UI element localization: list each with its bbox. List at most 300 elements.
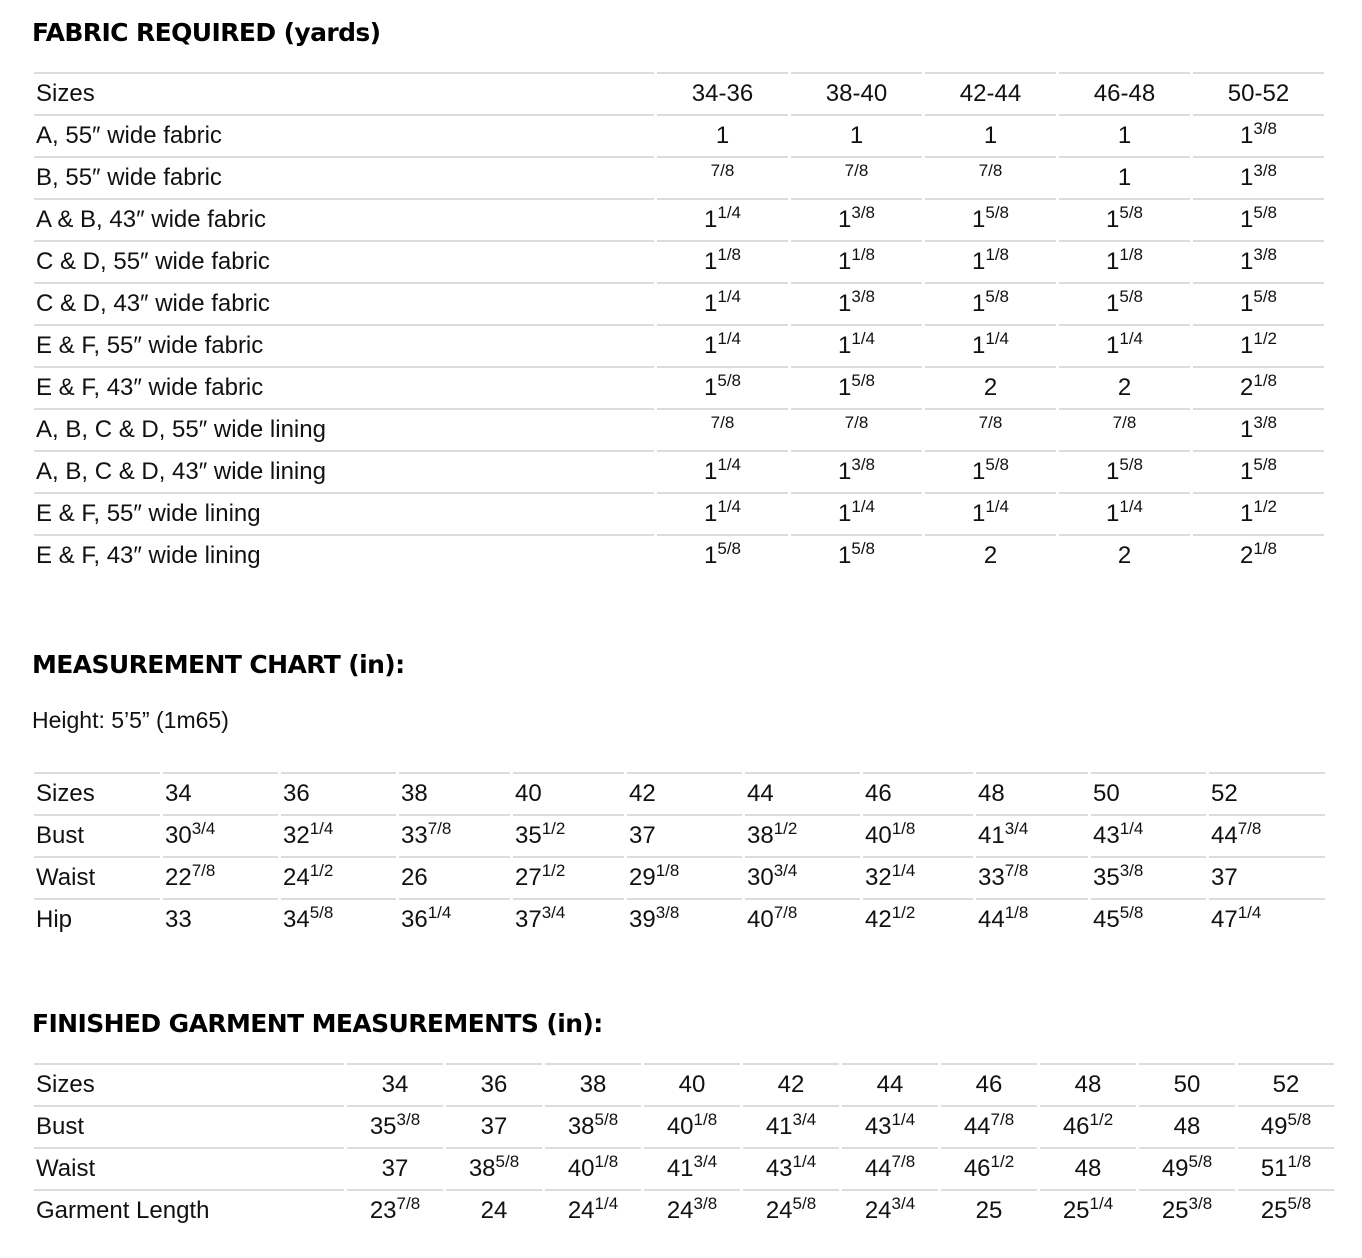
measurement-value	[1059, 492, 1190, 534]
measurement-value	[446, 1147, 542, 1189]
measurement-value	[791, 408, 922, 450]
fraction: 1/4	[1119, 497, 1143, 516]
whole-number: 36	[401, 906, 428, 933]
row-label: A & B, 43″ wide fabric	[34, 198, 654, 240]
whole-number: 25	[1062, 1197, 1090, 1224]
fraction: 7/8	[427, 819, 452, 838]
fraction: 1/2	[309, 861, 334, 880]
measurement-value	[925, 324, 1056, 366]
fraction: 1/4	[717, 455, 741, 474]
whole-number: 1	[838, 248, 852, 275]
whole-number: 2	[1240, 542, 1254, 569]
fraction: 7/8	[396, 1194, 421, 1213]
finished-garment-section	[32, 1009, 1322, 1231]
fraction: 5/8	[717, 371, 741, 390]
whole-number: 35	[1093, 864, 1120, 891]
size-column-header: 46	[941, 1063, 1037, 1105]
whole-number: 2	[1240, 374, 1254, 401]
fraction: 3/8	[851, 287, 875, 306]
measurement-value	[644, 1189, 740, 1231]
measurement-value	[627, 898, 742, 940]
measurement-value	[163, 814, 278, 856]
whole-number: 33	[978, 864, 1005, 891]
whole-number: 46	[1062, 1113, 1090, 1140]
whole-number: 22	[165, 864, 192, 891]
measurement-value	[399, 856, 510, 898]
fraction: 7/8	[844, 413, 869, 432]
measurement-value	[281, 898, 396, 940]
fraction: 5/8	[985, 203, 1009, 222]
whole-number: 42	[865, 906, 892, 933]
fraction: 1/4	[1089, 1194, 1114, 1213]
size-column-header: 52	[1238, 1063, 1334, 1105]
measurement-value	[1193, 408, 1324, 450]
measurement-value	[976, 898, 1088, 940]
measurement-value	[925, 114, 1056, 156]
measurement-value	[1139, 1189, 1235, 1231]
measurement-value	[513, 814, 624, 856]
measurement-value	[1193, 198, 1324, 240]
measurement-value	[1238, 1189, 1334, 1231]
whole-number: 24	[567, 1197, 595, 1224]
measurement-value	[657, 156, 788, 198]
fraction: 3/8	[1119, 861, 1144, 880]
fraction: 1/8	[1287, 1152, 1312, 1171]
measurement-value	[791, 534, 922, 576]
whole-number: 1	[1240, 122, 1254, 149]
fraction: 5/8	[792, 1194, 817, 1213]
measurement-value	[1091, 898, 1206, 940]
measurement-value	[627, 814, 742, 856]
measurement-value	[745, 814, 860, 856]
whole-number: 25	[975, 1197, 1003, 1224]
whole-number: 2	[1117, 542, 1132, 569]
whole-number: 41	[765, 1113, 793, 1140]
whole-number: 26	[401, 864, 428, 891]
table-row	[34, 814, 1325, 856]
measurement-value	[657, 408, 788, 450]
size-column-header: 48	[976, 772, 1088, 814]
whole-number: 24	[666, 1197, 694, 1224]
fraction: 7/8	[1237, 819, 1262, 838]
fabric-required-section	[32, 18, 1322, 576]
measurement-value	[347, 1105, 443, 1147]
whole-number: 1	[972, 332, 986, 359]
whole-number: 1	[704, 206, 718, 233]
size-column-header: 46	[863, 772, 973, 814]
fraction: 7/8	[710, 161, 735, 180]
fraction: 1/8	[851, 245, 875, 264]
whole-number: 32	[283, 822, 310, 849]
fraction: 1/8	[693, 1110, 718, 1129]
measurement-value	[976, 814, 1088, 856]
measurement-chart-table	[31, 772, 1328, 940]
row-label: C & D, 43″ wide fabric	[34, 282, 654, 324]
size-column-header: 44	[842, 1063, 938, 1105]
size-column-header: 42	[627, 772, 742, 814]
table-row	[34, 450, 1324, 492]
whole-number: 44	[978, 906, 1005, 933]
measurement-value	[657, 240, 788, 282]
fraction: 5/8	[717, 539, 741, 558]
whole-number: 49	[1161, 1155, 1189, 1182]
fraction: 3/4	[1004, 819, 1029, 838]
fraction: 7/8	[978, 161, 1003, 180]
fraction: 5/8	[1253, 287, 1277, 306]
whole-number: 1	[838, 542, 852, 569]
measurement-value	[925, 492, 1056, 534]
whole-number: 27	[515, 864, 542, 891]
measurement-value	[513, 856, 624, 898]
fabric-required-table	[31, 72, 1327, 576]
whole-number: 41	[666, 1155, 694, 1182]
measurement-value	[1059, 324, 1190, 366]
table-row	[34, 114, 1324, 156]
measurement-value	[842, 1105, 938, 1147]
whole-number: 1	[972, 458, 986, 485]
measurement-value	[513, 898, 624, 940]
whole-number: 1	[1106, 332, 1120, 359]
measurement-value	[1059, 366, 1190, 408]
measurement-value	[743, 1189, 839, 1231]
fraction: 7/8	[978, 413, 1003, 432]
measurement-value	[657, 366, 788, 408]
whole-number: 1	[704, 542, 718, 569]
whole-number: 2	[1117, 374, 1132, 401]
fraction: 5/8	[1119, 455, 1143, 474]
measurement-value	[1193, 114, 1324, 156]
row-label: E & F, 55″ wide fabric	[34, 324, 654, 366]
size-column-header: 50	[1091, 772, 1206, 814]
fraction: 3/4	[891, 1194, 916, 1213]
measurement-value	[1193, 492, 1324, 534]
fraction: 1/4	[309, 819, 334, 838]
measurement-value	[657, 450, 788, 492]
size-column-header: 38	[545, 1063, 641, 1105]
fraction: 1/4	[985, 329, 1009, 348]
measurement-value	[791, 156, 922, 198]
table-row	[34, 282, 1324, 324]
fraction: 3/8	[1253, 119, 1277, 138]
fraction: 1/8	[1253, 371, 1277, 390]
fraction: 5/8	[1119, 287, 1143, 306]
whole-number: 1	[849, 122, 864, 149]
whole-number: 1	[1240, 248, 1254, 275]
sizes-header: Sizes	[34, 72, 654, 114]
row-label: C & D, 55″ wide fabric	[34, 240, 654, 282]
whole-number: 1	[1240, 416, 1254, 443]
whole-number: 43	[1093, 822, 1120, 849]
fraction: 7/8	[710, 413, 735, 432]
measurement-value	[925, 366, 1056, 408]
fraction: 1/8	[594, 1152, 619, 1171]
measurement-value	[1059, 450, 1190, 492]
measurement-value	[791, 198, 922, 240]
table-row	[34, 1147, 1334, 1189]
fraction: 5/8	[1253, 455, 1277, 474]
whole-number: 24	[864, 1197, 892, 1224]
measurement-value	[1193, 282, 1324, 324]
whole-number: 1	[1117, 122, 1132, 149]
fraction: 5/8	[1119, 203, 1143, 222]
fraction: 1/4	[1237, 903, 1262, 922]
fraction: 3/4	[541, 903, 566, 922]
measurement-value	[1193, 450, 1324, 492]
whole-number: 37	[515, 906, 542, 933]
fraction: 3/8	[693, 1194, 718, 1213]
measurement-value	[1193, 156, 1324, 198]
whole-number: 33	[401, 822, 428, 849]
measurement-value	[1059, 282, 1190, 324]
table-row	[34, 240, 1324, 282]
table-row	[34, 366, 1324, 408]
measurement-value	[1059, 534, 1190, 576]
fraction: 3/8	[655, 903, 680, 922]
size-column-header: 38-40	[791, 72, 922, 114]
whole-number: 24	[480, 1197, 508, 1224]
header-row	[34, 1063, 1334, 1105]
fraction: 1/4	[792, 1152, 817, 1171]
row-label: Bust	[34, 814, 160, 856]
fraction: 1/8	[1253, 539, 1277, 558]
size-column-header: 42-44	[925, 72, 1056, 114]
size-column-header: 34	[163, 772, 278, 814]
whole-number: 1	[1240, 332, 1254, 359]
fraction: 5/8	[495, 1152, 520, 1171]
measurement-value	[1238, 1147, 1334, 1189]
whole-number: 1	[838, 332, 852, 359]
fraction: 5/8	[1119, 903, 1144, 922]
measurement-value	[925, 198, 1056, 240]
measurement-value	[446, 1189, 542, 1231]
sizes-header: Sizes	[34, 1063, 344, 1105]
fraction: 1/4	[1119, 819, 1144, 838]
whole-number: 39	[629, 906, 656, 933]
measurement-value	[976, 856, 1088, 898]
measurement-value	[163, 856, 278, 898]
measurement-chart-section	[32, 650, 1322, 940]
fraction: 1/8	[1119, 245, 1143, 264]
whole-number: 1	[1240, 164, 1254, 191]
size-column-header: 44	[745, 772, 860, 814]
whole-number: 24	[765, 1197, 793, 1224]
whole-number: 43	[864, 1113, 892, 1140]
fraction: 3/4	[792, 1110, 817, 1129]
whole-number: 1	[972, 500, 986, 527]
measurement-value	[791, 450, 922, 492]
fraction: 1/4	[851, 329, 875, 348]
measurement-value	[657, 492, 788, 534]
size-column-header: 50	[1139, 1063, 1235, 1105]
measurement-value	[863, 814, 973, 856]
whole-number: 1	[1106, 206, 1120, 233]
fraction: 3/8	[1253, 245, 1277, 264]
row-label: Bust	[34, 1105, 344, 1147]
measurement-value	[925, 240, 1056, 282]
measurement-value	[1209, 898, 1325, 940]
measurement-value	[1091, 856, 1206, 898]
size-column-header: 40	[644, 1063, 740, 1105]
measurement-value	[863, 898, 973, 940]
whole-number: 1	[1240, 500, 1254, 527]
measurement-value	[1040, 1105, 1136, 1147]
table-row	[34, 198, 1324, 240]
whole-number: 41	[978, 822, 1005, 849]
whole-number: 25	[1161, 1197, 1189, 1224]
row-label: Garment Length	[34, 1189, 344, 1231]
whole-number: 38	[468, 1155, 496, 1182]
measurement-value	[925, 450, 1056, 492]
fraction: 3/4	[693, 1152, 718, 1171]
table-row	[34, 324, 1324, 366]
whole-number: 2	[983, 542, 998, 569]
measurement-value	[1059, 408, 1190, 450]
whole-number: 30	[747, 864, 774, 891]
measurement-value	[1059, 114, 1190, 156]
whole-number: 38	[567, 1113, 595, 1140]
fraction: 1/4	[1119, 329, 1143, 348]
measurement-value	[399, 814, 510, 856]
fraction: 1/4	[985, 497, 1009, 516]
whole-number: 30	[165, 822, 192, 849]
whole-number: 33	[165, 906, 192, 933]
measurement-value	[743, 1147, 839, 1189]
whole-number: 48	[1074, 1155, 1102, 1182]
fraction: 1/2	[541, 861, 566, 880]
fraction: 7/8	[1112, 413, 1137, 432]
whole-number: 51	[1260, 1155, 1288, 1182]
row-label: A, 55″ wide fabric	[34, 114, 654, 156]
measurement-value	[1091, 814, 1206, 856]
fraction: 1/8	[1004, 903, 1029, 922]
whole-number: 1	[1240, 290, 1254, 317]
table-row	[34, 1105, 1334, 1147]
row-label: A, B, C & D, 43″ wide lining	[34, 450, 654, 492]
whole-number: 1	[1240, 458, 1254, 485]
fraction: 7/8	[990, 1110, 1015, 1129]
whole-number: 48	[1173, 1113, 1201, 1140]
fraction: 1/2	[1253, 497, 1277, 516]
measurement-value	[791, 324, 922, 366]
fraction: 1/4	[717, 497, 741, 516]
fraction: 3/8	[1253, 161, 1277, 180]
whole-number: 1	[1117, 164, 1132, 191]
whole-number: 24	[283, 864, 310, 891]
row-label: E & F, 43″ wide lining	[34, 534, 654, 576]
measurement-value	[941, 1189, 1037, 1231]
measurement-value	[745, 856, 860, 898]
whole-number: 2	[983, 374, 998, 401]
whole-number: 40	[747, 906, 774, 933]
measurement-value	[644, 1105, 740, 1147]
whole-number: 1	[838, 374, 852, 401]
whole-number: 1	[704, 374, 718, 401]
measurement-value	[925, 156, 1056, 198]
whole-number: 35	[369, 1113, 397, 1140]
fraction: 1/4	[717, 203, 741, 222]
header-row	[34, 72, 1324, 114]
whole-number: 34	[283, 906, 310, 933]
whole-number: 1	[838, 290, 852, 317]
measurement-chart-title: MEASUREMENT CHART (in):	[32, 650, 405, 679]
measurement-value	[281, 814, 396, 856]
whole-number: 1	[972, 248, 986, 275]
fraction: 1/8	[891, 819, 916, 838]
fraction: 5/8	[594, 1110, 619, 1129]
finished-garment-table	[31, 1063, 1337, 1231]
measurement-value	[791, 282, 922, 324]
whole-number: 1	[838, 206, 852, 233]
whole-number: 40	[865, 822, 892, 849]
whole-number: 44	[963, 1113, 991, 1140]
whole-number: 1	[704, 500, 718, 527]
whole-number: 1	[1106, 500, 1120, 527]
fraction: 5/8	[985, 455, 1009, 474]
measurement-value	[745, 898, 860, 940]
whole-number: 1	[838, 458, 852, 485]
header-row	[34, 772, 1325, 814]
measurement-value	[941, 1147, 1037, 1189]
fraction: 7/8	[1004, 861, 1029, 880]
whole-number: 1	[704, 332, 718, 359]
fraction: 1/2	[1253, 329, 1277, 348]
measurement-value	[657, 324, 788, 366]
table-row	[34, 156, 1324, 198]
fraction: 7/8	[891, 1152, 916, 1171]
fraction: 7/8	[844, 161, 869, 180]
measurement-value	[399, 898, 510, 940]
whole-number: 49	[1260, 1113, 1288, 1140]
fraction: 1/4	[851, 497, 875, 516]
fraction: 1/4	[891, 861, 916, 880]
measurement-value	[347, 1189, 443, 1231]
fraction: 1/8	[985, 245, 1009, 264]
whole-number: 44	[864, 1155, 892, 1182]
measurement-value	[1040, 1189, 1136, 1231]
whole-number: 1	[715, 122, 730, 149]
measurement-value	[545, 1147, 641, 1189]
whole-number: 37	[1211, 864, 1238, 891]
size-column-header: 34	[347, 1063, 443, 1105]
row-label: Waist	[34, 1147, 344, 1189]
size-column-header: 46-48	[1059, 72, 1190, 114]
whole-number: 1	[838, 500, 852, 527]
measurement-value	[1209, 856, 1325, 898]
measurement-value	[925, 408, 1056, 450]
whole-number: 25	[1260, 1197, 1288, 1224]
measurement-value	[1238, 1105, 1334, 1147]
measurement-value	[1059, 240, 1190, 282]
whole-number: 47	[1211, 906, 1238, 933]
measurement-value	[163, 898, 278, 940]
measurement-value	[446, 1105, 542, 1147]
whole-number: 37	[480, 1113, 508, 1140]
row-label: E & F, 43″ wide fabric	[34, 366, 654, 408]
whole-number: 40	[567, 1155, 595, 1182]
height-note: Height: 5’5” (1m65)	[32, 707, 229, 733]
measurement-value	[791, 366, 922, 408]
whole-number: 1	[1106, 458, 1120, 485]
fraction: 1/8	[717, 245, 741, 264]
fraction: 1/2	[990, 1152, 1015, 1171]
fraction: 7/8	[191, 861, 216, 880]
whole-number: 1	[972, 206, 986, 233]
whole-number: 37	[381, 1155, 409, 1182]
measurement-value	[842, 1147, 938, 1189]
fraction: 3/8	[851, 455, 875, 474]
fraction: 1/2	[773, 819, 798, 838]
row-label: B, 55″ wide fabric	[34, 156, 654, 198]
